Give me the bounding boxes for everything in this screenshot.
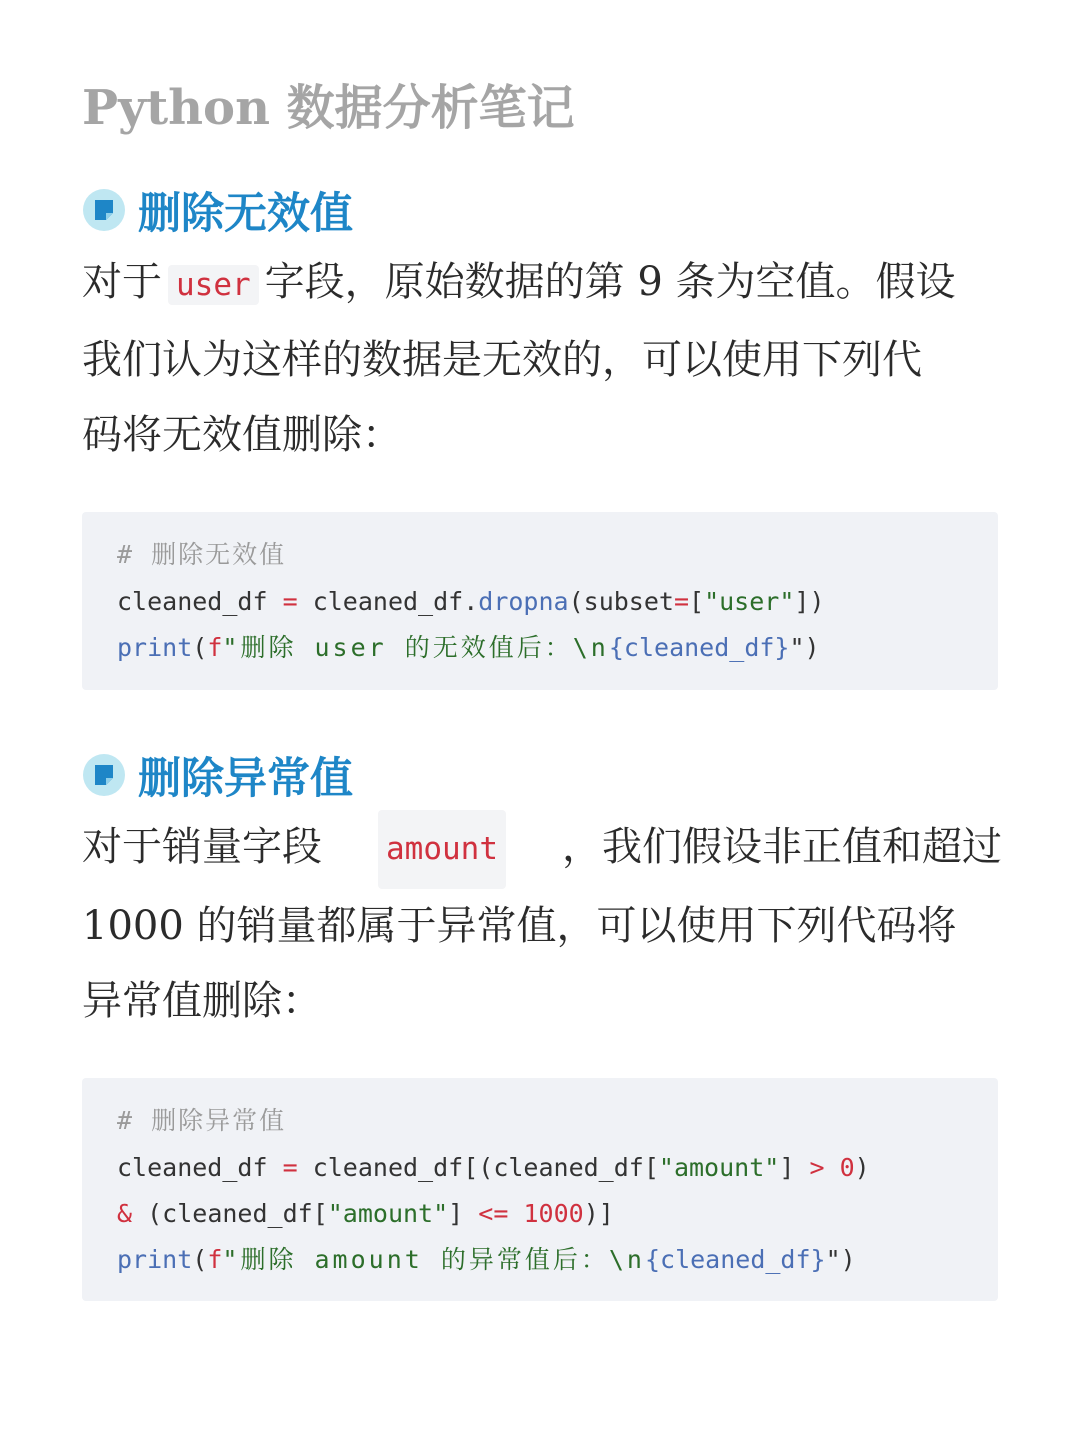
code-line [117, 632, 820, 664]
text-run: ，我们假设非正值和超过 [561, 824, 1002, 870]
note-icon [82, 188, 126, 232]
comment-text: # 删除异常值 [117, 1106, 287, 1135]
code-token: [ [689, 587, 705, 616]
code-token: dropna [478, 587, 569, 616]
code-token: {cleaned_df} [644, 1245, 826, 1274]
code-block [82, 512, 998, 690]
code-token: = [282, 587, 298, 616]
code-token: "删除 amount 的异常值后：\n [222, 1245, 645, 1274]
code-token: > [809, 1153, 825, 1182]
code-token: cleaned_df. [312, 587, 479, 616]
code-line [117, 1244, 856, 1276]
code-token: <= [478, 1199, 509, 1228]
section-heading-outlier [82, 745, 353, 805]
code-token: ") [825, 1245, 856, 1274]
code-token: cleaned_df [117, 1153, 268, 1182]
code-line [117, 1198, 614, 1230]
paragraph-line: 码将无效值删除： [82, 412, 402, 458]
code-token: ( [192, 1245, 208, 1274]
code-token: = [282, 1153, 298, 1182]
paragraph-line [82, 245, 1002, 323]
code-token: ( [192, 633, 208, 662]
code-token: & [117, 1199, 133, 1228]
code-token: "amount" [658, 1153, 780, 1182]
code-token: 0 [839, 1153, 855, 1182]
code-token: ]) [794, 587, 825, 616]
code-line [117, 586, 825, 618]
code-token: )] [583, 1199, 614, 1228]
inline-code: amount [378, 810, 506, 889]
code-token: "user" [704, 587, 795, 616]
code-token: f [207, 633, 223, 662]
paragraph-line [82, 810, 1002, 889]
code-token: {cleaned_df} [608, 633, 790, 662]
paragraph-line: 我们认为这样的数据是无效的，可以使用下列代 [82, 337, 922, 383]
code-token: cleaned_df [117, 587, 268, 616]
code-token: (cleaned_df[ [147, 1199, 328, 1228]
text-run: 字段，原始数据的第 9 条为空值。假设 [264, 259, 956, 305]
code-token: ") [789, 633, 820, 662]
code-token: print [117, 1245, 193, 1274]
code-token: "删除 user 的无效值后：\n [222, 633, 609, 662]
section-heading-text: 删除无效值 [138, 188, 353, 239]
code-block [82, 1078, 998, 1301]
section-heading-invalid [82, 180, 353, 240]
paragraph-line: 1000 的销量都属于异常值，可以使用下列代码将 [82, 903, 957, 949]
section-paragraph [82, 810, 1002, 1039]
code-comment [117, 1105, 286, 1137]
code-comment [117, 539, 286, 571]
code-token: f [207, 1245, 223, 1274]
paragraph-line: 异常值删除： [82, 978, 322, 1024]
inline-code: user [168, 265, 259, 305]
code-token: print [117, 633, 193, 662]
page-title: Python 数据分析笔记 [82, 80, 575, 136]
code-token: 1000 [523, 1199, 584, 1228]
code-token: cleaned_df[(cleaned_df[ [312, 1153, 659, 1182]
comment-text: # 删除无效值 [117, 540, 287, 569]
section-paragraph [82, 245, 1002, 473]
code-token: (subset [568, 587, 674, 616]
text-run: 对于销量字段 [82, 824, 322, 870]
code-token: ] [448, 1199, 464, 1228]
section-heading-text: 删除异常值 [138, 753, 353, 804]
code-line [117, 1152, 870, 1184]
code-token: ) [854, 1153, 870, 1182]
note-icon [82, 753, 126, 797]
code-token: "amount" [327, 1199, 449, 1228]
text-run: 对于 [82, 259, 162, 305]
code-token: = [673, 587, 690, 616]
code-token: ] [779, 1153, 795, 1182]
